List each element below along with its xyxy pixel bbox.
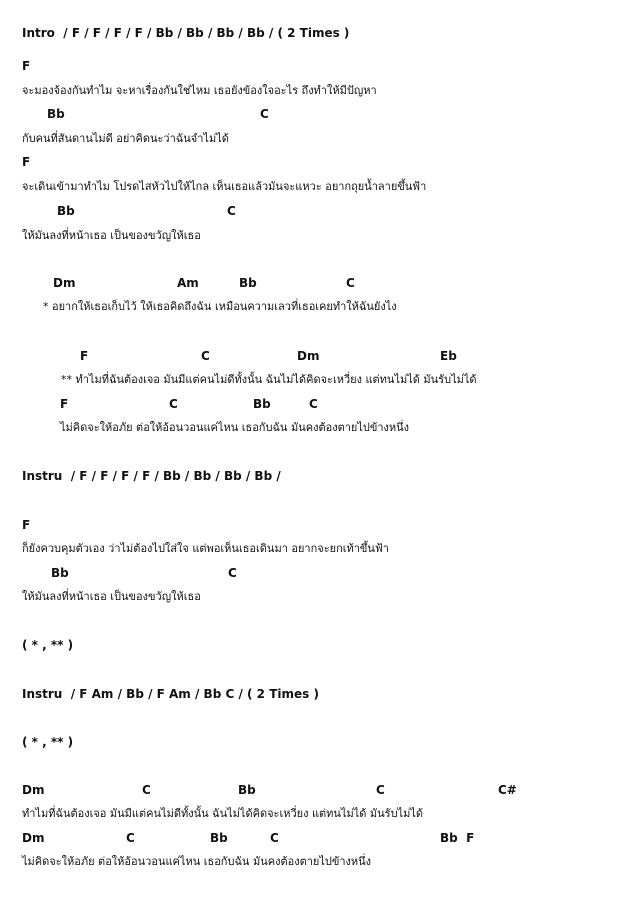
chord: Dm: [53, 276, 76, 290]
chord: C: [227, 204, 236, 218]
lyric-line: จะมองจ้องกันทำไม จะหาเรื่องกันใช่ไหม เธอยังข้องใจอะไร ถึงทำให้มีปัญหา: [22, 84, 377, 97]
lyric-line: จะเดินเข้ามาทำไม โปรดไสหัวไปให้ไกล เห็นเธอแล้วมันจะแหวะ อยากถุยน้ำลายขึ้นฟ้า: [22, 180, 427, 193]
chord: C: [309, 397, 318, 411]
chord: Bb: [239, 276, 257, 290]
chord: C#: [498, 783, 517, 797]
intro-line: Intro / F / F / F / F / Bb / Bb / Bb / Bb / ( 2 Times ): [22, 26, 350, 40]
chord: C: [228, 566, 237, 580]
chord: C: [201, 349, 210, 363]
lyric-line: ทำไมที่ฉันต้องเจอ มันมีแต่คนไม่ดีทั้งนั้น ฉันไม่ได้คิดจะเหวี่ยง แต่ทนไม่ได้ มันรับไม่ได้: [22, 807, 424, 820]
chord-line: [0, 832, 620, 846]
instru-line: Instru / F / F / F / F / Bb / Bb / Bb / Bb /: [22, 469, 281, 483]
chord-line: [0, 350, 620, 364]
lyric-line: ** ทำไมที่ฉันต้องเจอ มันมีแต่คนไม่ดีทั้งนั้น ฉันไม่ได้คิดจะเหวี่ยง แต่ทนไม่ได้ มันรับไม่ได้: [61, 373, 477, 386]
chord: C: [169, 397, 178, 411]
chord: C: [260, 107, 269, 121]
chord: C: [142, 783, 151, 797]
chord: Bb: [51, 566, 69, 580]
chord: Dm: [22, 831, 45, 845]
chord-line: [0, 277, 620, 291]
instru-line: Instru / F Am / Bb / F Am / Bb C / ( 2 Times ): [22, 687, 319, 701]
chord: F: [80, 349, 89, 363]
chord: Bb: [238, 783, 256, 797]
chord-line: F: [22, 518, 31, 532]
chord: Bb: [253, 397, 271, 411]
chord-line: F: [22, 59, 31, 73]
chord: Bb: [57, 204, 75, 218]
lyric-line: ไม่คิดจะให้อภัย ต่อให้อ้อนวอนแค่ไหน เธอกับฉัน มันคงต้องตายไปข้างหนึ่ง: [22, 855, 372, 868]
lyric-line: ให้มันลงที่หน้าเธอ เป็นของขวัญให้เธอ: [22, 229, 201, 242]
chord: F: [60, 397, 69, 411]
chord-line: [0, 398, 620, 412]
lyric-line: ก็ยังควบคุมตัวเอง ว่าไม่ต้องไปใส่ใจ แต่พอเห็นเธอเดินมา อยากจะยกเท้าขึ้นฟ้า: [22, 542, 389, 555]
chord-line: F: [22, 155, 31, 169]
chord-line: [0, 567, 620, 581]
repeat-marker: ( * , ** ): [22, 638, 74, 652]
chord: Dm: [22, 783, 45, 797]
chord: C: [346, 276, 355, 290]
chord-line: [0, 784, 620, 798]
chord: Am: [177, 276, 199, 290]
chord: Dm: [297, 349, 320, 363]
chord: Eb: [440, 349, 457, 363]
chord-line: [0, 108, 620, 122]
chord: C: [376, 783, 385, 797]
chord: C: [126, 831, 135, 845]
chord: Bb: [210, 831, 228, 845]
chord: Bb: [47, 107, 65, 121]
lyric-line: ให้มันลงที่หน้าเธอ เป็นของขวัญให้เธอ: [22, 590, 201, 603]
repeat-marker: ( * , ** ): [22, 735, 74, 749]
lyric-line: ไม่คิดจะให้อภัย ต่อให้อ้อนวอนแค่ไหน เธอกับฉัน มันคงต้องตายไปข้างหนึ่ง: [60, 421, 410, 434]
chord: Bb F: [440, 831, 475, 845]
chord: C: [270, 831, 279, 845]
chord-line: [0, 205, 620, 219]
lyric-line: * อยากให้เธอเก็บไว้ ให้เธอคิดถึงฉัน เหมือนความเลวที่เธอเคยทำให้ฉันยังไง: [43, 300, 397, 313]
lyric-line: กับคนที่สันดานไม่ดี อย่าคิดนะว่าฉันจำไม่ได้: [22, 132, 229, 145]
